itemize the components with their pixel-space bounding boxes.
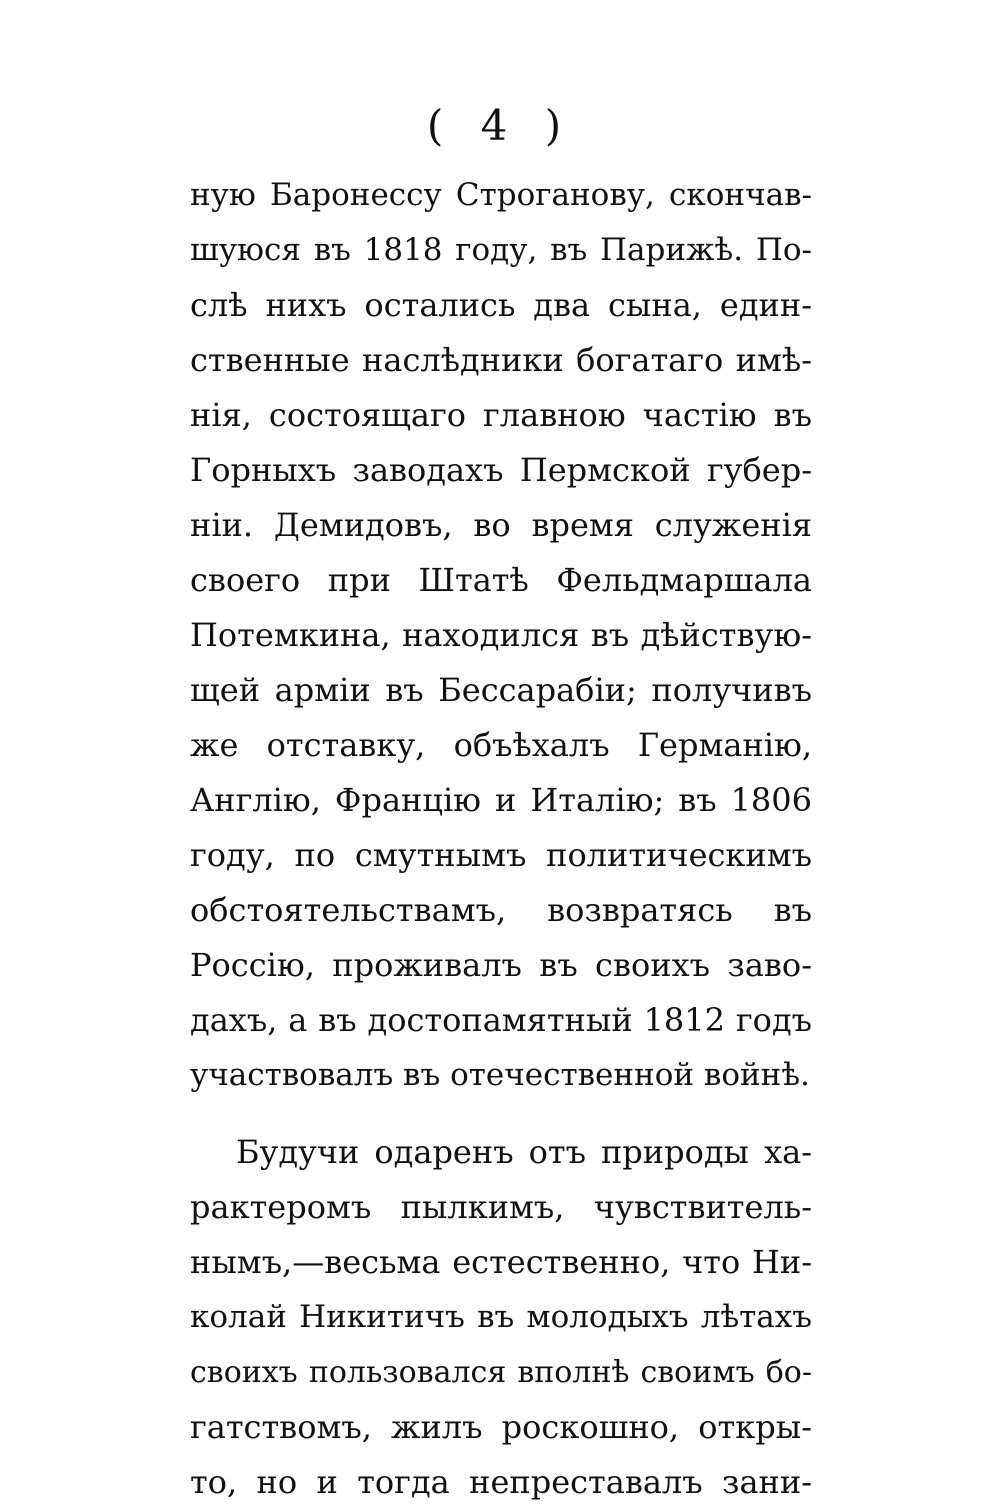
text-line: слѣ нихъ остались два сына, един- <box>190 286 812 324</box>
paragraph <box>190 1125 812 1510</box>
page-number: ( 4 ) <box>426 101 574 150</box>
text-line: ственные наслѣдники богатаго имѣ- <box>190 341 812 379</box>
text-line: нымъ,—весьма естественно, что Ни- <box>190 1243 812 1281</box>
text-line: шуюся въ 1818 году, въ Парижѣ. По- <box>190 232 812 268</box>
text-line: нія, состоящаго главною частію въ <box>190 396 812 434</box>
text-line: же отставку, объѣхалъ Германію, <box>190 726 812 764</box>
text-line: ную Баронессу Строганову, скончав- <box>190 177 812 213</box>
text-line: ніи. Демидовъ, во время служенія <box>190 506 812 544</box>
text-line: то, но и тогда непреставалъ зани- <box>190 1463 812 1501</box>
body-text <box>190 168 812 1510</box>
text-line: участвовалъ въ отечественной войнѣ. <box>190 1057 810 1093</box>
text-line: Англію, Францію и Италію; въ 1806 <box>190 781 812 819</box>
text-line: дахъ, а въ достопамятный 1812 годъ <box>190 1001 812 1039</box>
text-line: году, по смутнымъ политическимъ <box>190 836 812 874</box>
text-line: Горныхъ заводахъ Пермской губер- <box>190 451 812 489</box>
text-line: Россію, проживалъ въ своихъ заво- <box>190 946 812 984</box>
text-line: колай Никитичъ въ молодыхъ лѣтахъ <box>190 1299 812 1335</box>
text-line: Потемкина, находился въ дѣйствую- <box>190 616 812 654</box>
text-line: своего при Штатѣ Фельдмаршала <box>190 561 812 599</box>
text-line: Будучи одаренъ отъ природы ха- <box>236 1133 812 1171</box>
text-line: гатствомъ, жилъ роскошно, откры- <box>190 1408 812 1446</box>
text-line: щей арміи въ Бессарабіи; получивъ <box>190 671 812 709</box>
paragraph <box>190 168 812 1103</box>
text-line: рактеромъ пылкимъ, чувствитель- <box>190 1188 812 1226</box>
text-line: обстоятельствамъ, возвратясь въ <box>190 891 812 929</box>
text-line: своихъ пользовался вполнѣ своимъ бо- <box>190 1355 812 1390</box>
